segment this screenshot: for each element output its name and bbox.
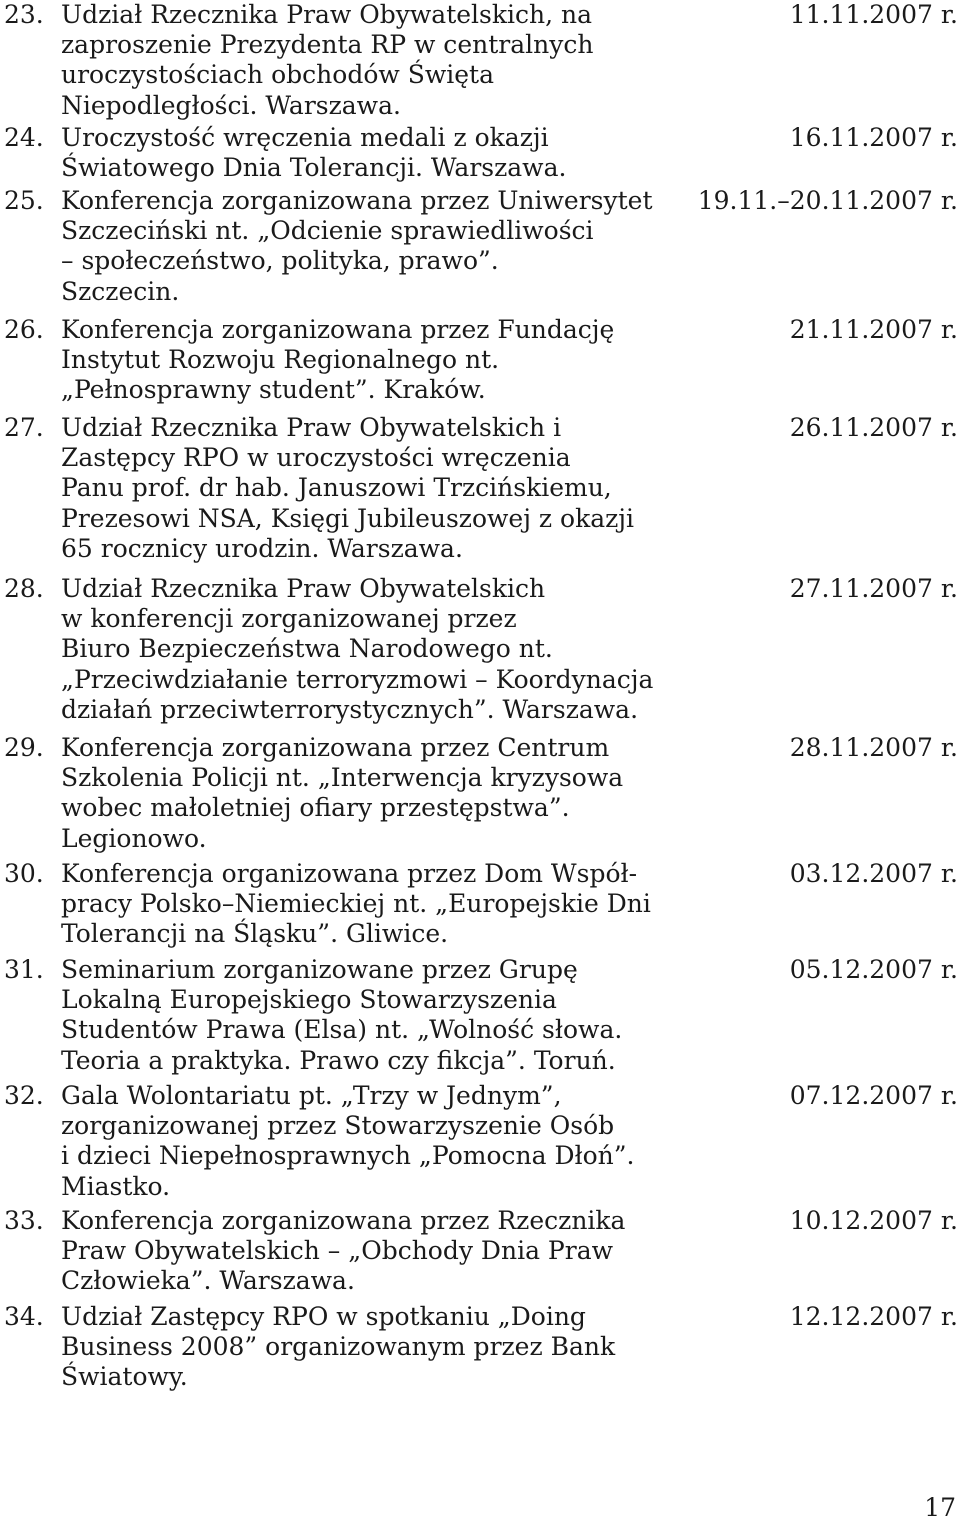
item-number: 34.: [4, 1302, 44, 1331]
description-line: Światowego Dnia Tolerancji. Warszawa.: [61, 153, 567, 183]
description-line: zaproszenie Prezydenta RP w centralnych: [61, 30, 594, 60]
item-number: 31.: [4, 955, 44, 984]
item-date: 03.12.2007 r.: [789, 859, 958, 888]
item-number: 29.: [4, 733, 44, 762]
description-line: Studentów Prawa (Elsa) nt. „Wolność słowa.: [61, 1015, 623, 1045]
item-description: [61, 315, 701, 406]
item-date: 27.11.2007 r.: [789, 574, 958, 603]
item-description: [61, 1302, 701, 1393]
description-line: Udział Rzecznika Praw Obywatelskich i: [61, 413, 562, 442]
item-description: [61, 0, 701, 121]
item-description: [61, 1206, 701, 1297]
description-line: Konferencja zorganizowana przez Uniwersytet: [61, 186, 653, 215]
description-line: Biuro Bezpieczeństwa Narodowego nt.: [61, 634, 553, 664]
description-line: Lokalną Europejskiego Stowarzyszenia: [61, 985, 557, 1015]
description-line: Człowieka”. Warszawa.: [61, 1266, 355, 1296]
description-line: Konferencja organizowana przez Dom Współ-: [61, 859, 638, 888]
description-line: Teoria a praktyka. Prawo czy fikcja”. Toruń.: [61, 1045, 616, 1075]
item-description: [61, 186, 701, 307]
item-description: [61, 955, 701, 1076]
item-description: [61, 413, 701, 564]
description-line: – społeczeństwo, polityka, prawo”.: [61, 246, 499, 276]
description-line: Udział Rzecznika Praw Obywatelskich: [61, 574, 546, 603]
description-line: „Przeciwdziałanie terroryzmowi – Koordynacja: [61, 664, 654, 694]
description-line: Zastępcy RPO w uroczystości wręczenia: [61, 443, 571, 473]
description-line: Instytut Rozwoju Regionalnego nt.: [61, 345, 500, 375]
description-line: „Pełnosprawny student”. Kraków.: [61, 375, 486, 405]
item-description: [61, 574, 701, 725]
description-line: Niepodległości. Warszawa.: [61, 90, 401, 120]
item-number: 23.: [4, 0, 44, 29]
item-number: 24.: [4, 123, 44, 152]
description-line: Legionowo.: [61, 823, 207, 853]
description-line: uroczystościach obchodów Święta: [61, 60, 494, 90]
description-line: pracy Polsko–Niemieckiej nt. „Europejskie Dni: [61, 889, 651, 919]
item-date: 21.11.2007 r.: [789, 315, 958, 344]
item-description: [61, 733, 701, 854]
description-line: Panu prof. dr hab. Januszowi Trzcińskiemu,: [61, 473, 612, 503]
description-line: Konferencja zorganizowana przez Fundację: [61, 315, 615, 344]
description-line: i dzieci Niepełnosprawnych „Pomocna Dłoń”.: [61, 1141, 635, 1171]
description-line: Konferencja zorganizowana przez Rzecznika: [61, 1206, 626, 1235]
description-line: Praw Obywatelskich – „Obchody Dnia Praw: [61, 1236, 614, 1266]
item-date: 05.12.2007 r.: [789, 955, 958, 984]
item-number: 27.: [4, 413, 44, 442]
item-date: 07.12.2007 r.: [789, 1081, 958, 1110]
description-line: wobec małoletniej ofiary przestępstwa”.: [61, 793, 570, 823]
item-date: 11.11.2007 r.: [789, 0, 958, 29]
description-line: zorganizowanej przez Stowarzyszenie Osób: [61, 1111, 615, 1141]
description-line: Tolerancji na Śląsku”. Gliwice.: [61, 919, 449, 949]
description-line: działań przeciwterrorystycznych”. Warszawa.: [61, 694, 639, 724]
item-number: 33.: [4, 1206, 44, 1235]
description-line: Szkolenia Policji nt. „Interwencja kryzysowa: [61, 763, 624, 793]
description-line: Prezesowi NSA, Księgi Jubileuszowej z okazji: [61, 503, 635, 533]
item-number: 28.: [4, 574, 44, 603]
description-line: Szczeciński nt. „Odcienie sprawiedliwości: [61, 216, 594, 246]
item-date: 10.12.2007 r.: [789, 1206, 958, 1235]
item-number: 30.: [4, 859, 44, 888]
description-line: w konferencji zorganizowanej przez: [61, 604, 517, 634]
description-line: Seminarium zorganizowane przez Grupę: [61, 955, 578, 984]
description-line: Światowy.: [61, 1362, 188, 1392]
description-line: Uroczystość wręczenia medali z okazji: [61, 123, 549, 152]
item-description: [61, 123, 701, 183]
item-number: 26.: [4, 315, 44, 344]
description-line: Udział Zastępcy RPO w spotkaniu „Doing: [61, 1302, 586, 1331]
description-line: Miastko.: [61, 1171, 171, 1201]
description-line: Konferencja zorganizowana przez Centrum: [61, 733, 610, 762]
item-date: 19.11.–20.11.2007 r.: [697, 186, 958, 215]
description-line: Szczecin.: [61, 276, 180, 306]
item-date: 26.11.2007 r.: [789, 413, 958, 442]
page-number: 17: [924, 1493, 956, 1522]
description-line: Udział Rzecznika Praw Obywatelskich, na: [61, 0, 593, 29]
item-description: [61, 1081, 701, 1202]
item-description: [61, 859, 701, 950]
description-line: Gala Wolontariatu pt. „Trzy w Jednym”,: [61, 1081, 562, 1110]
item-number: 32.: [4, 1081, 44, 1110]
description-line: 65 rocznicy urodzin. Warszawa.: [61, 533, 463, 563]
item-date: 16.11.2007 r.: [789, 123, 958, 152]
description-line: Business 2008” organizowanym przez Bank: [61, 1332, 616, 1362]
item-number: 25.: [4, 186, 44, 215]
item-date: 28.11.2007 r.: [789, 733, 958, 762]
item-date: 12.12.2007 r.: [789, 1302, 958, 1331]
